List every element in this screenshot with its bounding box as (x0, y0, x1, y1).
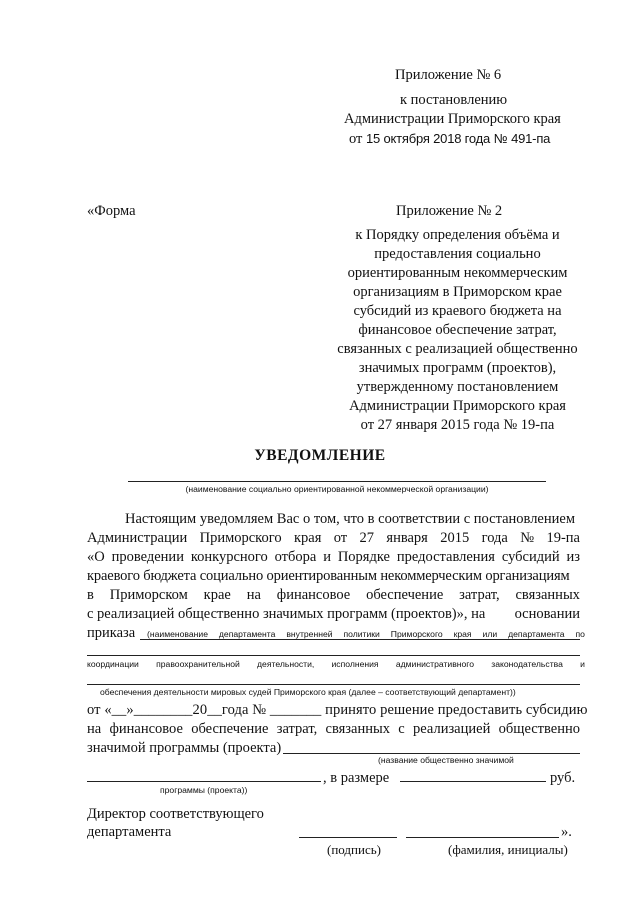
caption-word: департамента (218, 629, 276, 639)
annex-2-text (325, 226, 590, 435)
annex-6-label: Приложение № 6 (395, 67, 502, 83)
paragraph-line-3 (87, 548, 580, 567)
caption-word: деятельности, (257, 659, 315, 669)
caption-word: Приморского (390, 629, 443, 639)
paragraph-line-5 (87, 586, 580, 605)
program-blank-line (283, 753, 580, 754)
signer-title-line-2: департамента (87, 824, 172, 840)
caption-word: административного (395, 659, 475, 669)
department-caption-2 (87, 659, 585, 670)
paragraph-word: общественно (498, 721, 580, 737)
signature-line (299, 837, 397, 838)
paragraph-word: связанных (325, 721, 390, 737)
paragraph-word: в (87, 587, 94, 603)
amount-label: , в размере (323, 770, 390, 786)
annex-2-line: к Порядку определения объёма и (355, 227, 560, 243)
paragraph-word: конкурсного (190, 549, 268, 565)
paragraph-line-4: краевого бюджета социально ориентированным некоммерческим организациям (87, 568, 570, 584)
caption-word: и (580, 659, 585, 669)
paragraph-word: на (246, 587, 261, 603)
paragraph-word: затрат, (459, 587, 500, 603)
paragraph-word: финансовое (276, 587, 351, 603)
paragraph-word: с реализацией общественно значимых программ (проектов)», на (87, 606, 486, 622)
caption-word: исполнения (331, 659, 379, 669)
paragraph-word: отбора (274, 549, 317, 565)
resolution-date-handwritten: 15 октября 2018 года (366, 131, 491, 146)
paragraph-word: реализацией (413, 721, 491, 737)
paragraph-word: предоставления (396, 549, 495, 565)
amount-blank-line (400, 781, 546, 782)
signer-title-line-1: Директор соответствующего (87, 806, 264, 822)
form-label: «Форма (87, 203, 136, 219)
paragraph-word: финансовое (109, 721, 183, 737)
admin-label: Администрации Приморского края (344, 111, 561, 127)
paragraph-word: 19-па (546, 530, 580, 546)
paragraph-word: Приморского (199, 530, 282, 546)
caption-word: (наименование (147, 629, 208, 639)
resolution-number-handwritten: 491-па (511, 131, 551, 146)
paragraph-word: Порядке (337, 549, 390, 565)
name-line (406, 837, 559, 838)
caption-word: или (482, 629, 498, 639)
to-resolution-label: к постановлению (400, 92, 508, 108)
annex-2-line: утвержденному постановлением (356, 379, 559, 395)
paragraph-word: из (566, 549, 580, 565)
paragraph-word: 27 (359, 530, 375, 546)
program-label: значимой программы (проекта) (87, 740, 282, 756)
currency-label: руб. (550, 770, 576, 786)
annex-2-line: предоставления социально (374, 246, 541, 262)
paragraph-word: года (481, 530, 508, 546)
department-caption-1 (147, 629, 585, 640)
paragraph-word: проведении (111, 549, 184, 565)
caption-word: по (575, 629, 585, 639)
paragraph-word: затрат, (276, 721, 318, 737)
paragraph-word: обеспечение (366, 587, 444, 603)
paragraph-word: субсидий (501, 549, 560, 565)
paragraph-word: на (87, 721, 102, 737)
annex-2-line: финансовое обеспечение затрат, (358, 322, 557, 338)
paragraph-word: связанных (515, 587, 580, 603)
paragraph-line-6 (87, 605, 580, 624)
caption-word: политики (343, 629, 380, 639)
org-name-line (128, 481, 546, 482)
caption-word: департамента (508, 629, 565, 639)
caption-word: законодательства (491, 659, 563, 669)
paragraph-word: с (398, 721, 405, 737)
program-blank-line-2 (87, 781, 321, 782)
paragraph-word: обеспечение (191, 721, 269, 737)
paragraph-word: 2015 (440, 530, 470, 546)
notice-title: УВЕДОМЛЕНИЕ (254, 447, 386, 464)
caption-word: внутренней (286, 629, 333, 639)
annex-2-line: значимых программ (проектов), (358, 360, 557, 376)
name-caption: (фамилия, инициалы) (448, 842, 568, 857)
paragraph-word: и (323, 549, 331, 565)
paragraph-word: № (520, 530, 535, 546)
annex-2-label: Приложение № 2 (396, 203, 503, 219)
paragraph-word: «О (87, 549, 105, 565)
closing-quote: ». (561, 824, 572, 840)
date-prefix: от (349, 131, 363, 147)
paragraph-word: основании (514, 606, 580, 622)
department-caption-3: обеспечения деятельности мировых судей Приморского края (далее – соответствующий департамент)) (100, 687, 516, 697)
department-blank-line-3 (87, 684, 580, 685)
program-caption-2: программы (проекта)) (160, 785, 248, 795)
number-sign: № (493, 131, 508, 146)
caption-word: края (453, 629, 472, 639)
purpose-line (87, 720, 580, 739)
caption-word: правоохранительной (156, 659, 240, 669)
annex-2-line: от 27 января 2015 года № 19-па (360, 417, 555, 433)
program-caption-1: (название общественно значимой (378, 755, 514, 765)
paragraph-word: от (333, 530, 348, 546)
annex-2-line: организациям в Приморском крае (353, 284, 562, 300)
decision-line: от «__»________20__года № _______ принято решение предоставить субсидию (87, 702, 588, 718)
resolution-date-line (349, 129, 550, 149)
annex-2-line: связанных с реализацией общественно (337, 341, 578, 357)
paragraph-line-2 (87, 529, 580, 548)
annex-2-line: Администрации Приморского края (349, 398, 566, 414)
paragraph-word: Администрации (87, 530, 188, 546)
annex-2-line: субсидий из краевого бюджета на (353, 303, 562, 319)
annex-2-line: ориентированным некоммерческим (347, 265, 568, 281)
department-blank-line-2 (87, 655, 580, 656)
paragraph-line-1: Настоящим уведомляем Вас о том, что в соответствии с постановлением (125, 511, 575, 527)
signature-caption: (подпись) (327, 842, 381, 857)
order-label: приказа (87, 625, 136, 641)
paragraph-word: крае (203, 587, 231, 603)
paragraph-word: января (386, 530, 428, 546)
caption-word: координации (87, 659, 139, 669)
paragraph-word: Приморском (109, 587, 188, 603)
org-name-caption: (наименование социально ориентированной некоммерческой организации) (185, 484, 489, 494)
paragraph-word: края (293, 530, 322, 546)
